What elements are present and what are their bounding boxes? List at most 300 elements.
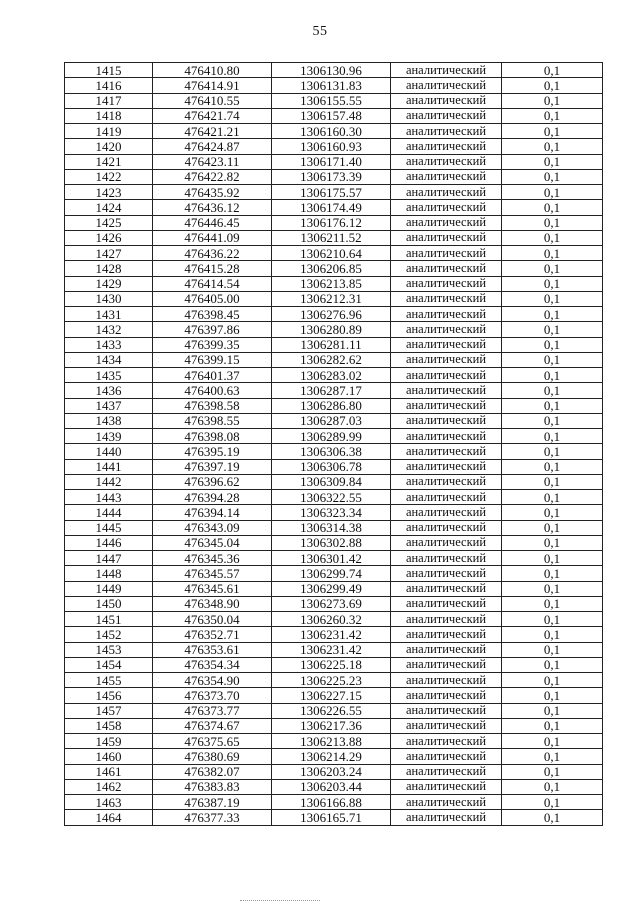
- x-coordinate-cell: 476345.36: [153, 551, 272, 566]
- x-coordinate-cell: 476375.65: [153, 734, 272, 749]
- point-number-cell: 1450: [65, 596, 153, 611]
- point-number-cell: 1415: [65, 63, 153, 78]
- x-coordinate-cell: 476397.86: [153, 322, 272, 337]
- coordinates-table-body: [65, 63, 603, 826]
- y-coordinate-cell: 1306289.99: [272, 429, 391, 444]
- y-coordinate-cell: 1306286.80: [272, 398, 391, 413]
- point-number-cell: 1455: [65, 673, 153, 688]
- point-number-cell: 1416: [65, 78, 153, 93]
- y-coordinate-cell: 1306260.32: [272, 612, 391, 627]
- y-coordinate-cell: 1306302.88: [272, 535, 391, 550]
- point-number-cell: 1463: [65, 795, 153, 810]
- y-coordinate-cell: 1306299.49: [272, 581, 391, 596]
- page-number: 55: [312, 24, 328, 39]
- x-coordinate-cell: 476414.91: [153, 78, 272, 93]
- accuracy-cell: 0,1: [502, 352, 603, 367]
- x-coordinate-cell: 476398.45: [153, 307, 272, 322]
- accuracy-cell: 0,1: [502, 734, 603, 749]
- table-row: [65, 352, 603, 367]
- accuracy-cell: 0,1: [502, 551, 603, 566]
- table-row: [65, 124, 603, 139]
- method-cell: аналитический: [391, 291, 502, 306]
- y-coordinate-cell: 1306227.15: [272, 688, 391, 703]
- method-cell: аналитический: [391, 246, 502, 261]
- accuracy-cell: 0,1: [502, 413, 603, 428]
- x-coordinate-cell: 476373.77: [153, 703, 272, 718]
- method-cell: аналитический: [391, 490, 502, 505]
- y-coordinate-cell: 1306130.96: [272, 63, 391, 78]
- x-coordinate-cell: 476348.90: [153, 596, 272, 611]
- table-row: [65, 779, 603, 794]
- table-row: [65, 612, 603, 627]
- table-row: [65, 596, 603, 611]
- x-coordinate-cell: 476380.69: [153, 749, 272, 764]
- x-coordinate-cell: 476421.74: [153, 108, 272, 123]
- point-number-cell: 1448: [65, 566, 153, 581]
- accuracy-cell: 0,1: [502, 154, 603, 169]
- y-coordinate-cell: 1306176.12: [272, 215, 391, 230]
- accuracy-cell: 0,1: [502, 261, 603, 276]
- x-coordinate-cell: 476350.04: [153, 612, 272, 627]
- accuracy-cell: 0,1: [502, 810, 603, 825]
- point-number-cell: 1438: [65, 413, 153, 428]
- table-row: [65, 291, 603, 306]
- x-coordinate-cell: 476396.62: [153, 474, 272, 489]
- y-coordinate-cell: 1306283.02: [272, 368, 391, 383]
- table-row: [65, 429, 603, 444]
- accuracy-cell: 0,1: [502, 505, 603, 520]
- x-coordinate-cell: 476421.21: [153, 124, 272, 139]
- method-cell: аналитический: [391, 642, 502, 657]
- table-row: [65, 154, 603, 169]
- point-number-cell: 1441: [65, 459, 153, 474]
- y-coordinate-cell: 1306214.29: [272, 749, 391, 764]
- method-cell: аналитический: [391, 307, 502, 322]
- point-number-cell: 1458: [65, 718, 153, 733]
- table-row: [65, 383, 603, 398]
- table-row: [65, 63, 603, 78]
- accuracy-cell: 0,1: [502, 108, 603, 123]
- point-number-cell: 1419: [65, 124, 153, 139]
- point-number-cell: 1430: [65, 291, 153, 306]
- method-cell: аналитический: [391, 337, 502, 352]
- point-number-cell: 1462: [65, 779, 153, 794]
- table-row: [65, 185, 603, 200]
- x-coordinate-cell: 476394.14: [153, 505, 272, 520]
- method-cell: аналитический: [391, 215, 502, 230]
- method-cell: аналитический: [391, 108, 502, 123]
- point-number-cell: 1420: [65, 139, 153, 154]
- method-cell: аналитический: [391, 352, 502, 367]
- y-coordinate-cell: 1306203.24: [272, 764, 391, 779]
- method-cell: аналитический: [391, 185, 502, 200]
- table-row: [65, 139, 603, 154]
- table-row: [65, 551, 603, 566]
- x-coordinate-cell: 476343.09: [153, 520, 272, 535]
- x-coordinate-cell: 476401.37: [153, 368, 272, 383]
- point-number-cell: 1440: [65, 444, 153, 459]
- y-coordinate-cell: 1306280.89: [272, 322, 391, 337]
- accuracy-cell: 0,1: [502, 703, 603, 718]
- accuracy-cell: 0,1: [502, 627, 603, 642]
- table-row: [65, 673, 603, 688]
- method-cell: аналитический: [391, 505, 502, 520]
- accuracy-cell: 0,1: [502, 124, 603, 139]
- y-coordinate-cell: 1306306.38: [272, 444, 391, 459]
- y-coordinate-cell: 1306175.57: [272, 185, 391, 200]
- table-row: [65, 78, 603, 93]
- method-cell: аналитический: [391, 612, 502, 627]
- table-row: [65, 444, 603, 459]
- accuracy-cell: 0,1: [502, 581, 603, 596]
- y-coordinate-cell: 1306157.48: [272, 108, 391, 123]
- y-coordinate-cell: 1306323.34: [272, 505, 391, 520]
- method-cell: аналитический: [391, 429, 502, 444]
- x-coordinate-cell: 476354.34: [153, 657, 272, 672]
- method-cell: аналитический: [391, 535, 502, 550]
- accuracy-cell: 0,1: [502, 474, 603, 489]
- point-number-cell: 1425: [65, 215, 153, 230]
- method-cell: аналитический: [391, 368, 502, 383]
- x-coordinate-cell: 476446.45: [153, 215, 272, 230]
- x-coordinate-cell: 476353.61: [153, 642, 272, 657]
- x-coordinate-cell: 476436.22: [153, 246, 272, 261]
- y-coordinate-cell: 1306309.84: [272, 474, 391, 489]
- point-number-cell: 1434: [65, 352, 153, 367]
- point-number-cell: 1435: [65, 368, 153, 383]
- x-coordinate-cell: 476441.09: [153, 230, 272, 245]
- point-number-cell: 1443: [65, 490, 153, 505]
- y-coordinate-cell: 1306210.64: [272, 246, 391, 261]
- y-coordinate-cell: 1306160.93: [272, 139, 391, 154]
- method-cell: аналитический: [391, 581, 502, 596]
- x-coordinate-cell: 476383.83: [153, 779, 272, 794]
- method-cell: аналитический: [391, 169, 502, 184]
- y-coordinate-cell: 1306287.17: [272, 383, 391, 398]
- table-row: [65, 230, 603, 245]
- point-number-cell: 1427: [65, 246, 153, 261]
- x-coordinate-cell: 476399.35: [153, 337, 272, 352]
- scan-edge-mark: [240, 900, 320, 902]
- point-number-cell: 1426: [65, 230, 153, 245]
- method-cell: аналитический: [391, 383, 502, 398]
- accuracy-cell: 0,1: [502, 63, 603, 78]
- accuracy-cell: 0,1: [502, 398, 603, 413]
- x-coordinate-cell: 476345.61: [153, 581, 272, 596]
- accuracy-cell: 0,1: [502, 459, 603, 474]
- table-row: [65, 566, 603, 581]
- point-number-cell: 1428: [65, 261, 153, 276]
- x-coordinate-cell: 476410.80: [153, 63, 272, 78]
- accuracy-cell: 0,1: [502, 185, 603, 200]
- point-number-cell: 1447: [65, 551, 153, 566]
- point-number-cell: 1461: [65, 764, 153, 779]
- table-row: [65, 108, 603, 123]
- accuracy-cell: 0,1: [502, 93, 603, 108]
- table-row: [65, 200, 603, 215]
- x-coordinate-cell: 476374.67: [153, 718, 272, 733]
- x-coordinate-cell: 476422.82: [153, 169, 272, 184]
- y-coordinate-cell: 1306173.39: [272, 169, 391, 184]
- method-cell: аналитический: [391, 230, 502, 245]
- x-coordinate-cell: 476410.55: [153, 93, 272, 108]
- y-coordinate-cell: 1306281.11: [272, 337, 391, 352]
- y-coordinate-cell: 1306213.85: [272, 276, 391, 291]
- y-coordinate-cell: 1306203.44: [272, 779, 391, 794]
- accuracy-cell: 0,1: [502, 307, 603, 322]
- coordinates-table: [64, 62, 603, 826]
- y-coordinate-cell: 1306231.42: [272, 642, 391, 657]
- table-row: [65, 535, 603, 550]
- point-number-cell: 1439: [65, 429, 153, 444]
- x-coordinate-cell: 476354.90: [153, 673, 272, 688]
- x-coordinate-cell: 476373.70: [153, 688, 272, 703]
- method-cell: аналитический: [391, 566, 502, 581]
- point-number-cell: 1432: [65, 322, 153, 337]
- point-number-cell: 1453: [65, 642, 153, 657]
- point-number-cell: 1436: [65, 383, 153, 398]
- table-row: [65, 581, 603, 596]
- y-coordinate-cell: 1306171.40: [272, 154, 391, 169]
- method-cell: аналитический: [391, 63, 502, 78]
- x-coordinate-cell: 476415.28: [153, 261, 272, 276]
- accuracy-cell: 0,1: [502, 795, 603, 810]
- method-cell: аналитический: [391, 93, 502, 108]
- x-coordinate-cell: 476436.12: [153, 200, 272, 215]
- table-row: [65, 169, 603, 184]
- method-cell: аналитический: [391, 718, 502, 733]
- point-number-cell: 1452: [65, 627, 153, 642]
- method-cell: аналитический: [391, 139, 502, 154]
- method-cell: аналитический: [391, 657, 502, 672]
- y-coordinate-cell: 1306213.88: [272, 734, 391, 749]
- accuracy-cell: 0,1: [502, 368, 603, 383]
- accuracy-cell: 0,1: [502, 535, 603, 550]
- x-coordinate-cell: 476400.63: [153, 383, 272, 398]
- method-cell: аналитический: [391, 734, 502, 749]
- y-coordinate-cell: 1306299.74: [272, 566, 391, 581]
- method-cell: аналитический: [391, 795, 502, 810]
- y-coordinate-cell: 1306217.36: [272, 718, 391, 733]
- point-number-cell: 1442: [65, 474, 153, 489]
- accuracy-cell: 0,1: [502, 169, 603, 184]
- point-number-cell: 1429: [65, 276, 153, 291]
- point-number-cell: 1446: [65, 535, 153, 550]
- accuracy-cell: 0,1: [502, 520, 603, 535]
- method-cell: аналитический: [391, 78, 502, 93]
- accuracy-cell: 0,1: [502, 337, 603, 352]
- table-row: [65, 795, 603, 810]
- accuracy-cell: 0,1: [502, 718, 603, 733]
- table-row: [65, 688, 603, 703]
- method-cell: аналитический: [391, 124, 502, 139]
- accuracy-cell: 0,1: [502, 749, 603, 764]
- y-coordinate-cell: 1306131.83: [272, 78, 391, 93]
- accuracy-cell: 0,1: [502, 276, 603, 291]
- y-coordinate-cell: 1306322.55: [272, 490, 391, 505]
- method-cell: аналитический: [391, 688, 502, 703]
- table-row: [65, 474, 603, 489]
- point-number-cell: 1454: [65, 657, 153, 672]
- y-coordinate-cell: 1306165.71: [272, 810, 391, 825]
- table-row: [65, 307, 603, 322]
- method-cell: аналитический: [391, 703, 502, 718]
- method-cell: аналитический: [391, 810, 502, 825]
- table-row: [65, 749, 603, 764]
- x-coordinate-cell: 476394.28: [153, 490, 272, 505]
- y-coordinate-cell: 1306287.03: [272, 413, 391, 428]
- accuracy-cell: 0,1: [502, 490, 603, 505]
- x-coordinate-cell: 476382.07: [153, 764, 272, 779]
- y-coordinate-cell: 1306225.18: [272, 657, 391, 672]
- point-number-cell: 1421: [65, 154, 153, 169]
- method-cell: аналитический: [391, 764, 502, 779]
- table-row: [65, 459, 603, 474]
- x-coordinate-cell: 476424.87: [153, 139, 272, 154]
- x-coordinate-cell: 476398.58: [153, 398, 272, 413]
- method-cell: аналитический: [391, 444, 502, 459]
- y-coordinate-cell: 1306231.42: [272, 627, 391, 642]
- y-coordinate-cell: 1306166.88: [272, 795, 391, 810]
- x-coordinate-cell: 476414.54: [153, 276, 272, 291]
- point-number-cell: 1418: [65, 108, 153, 123]
- method-cell: аналитический: [391, 627, 502, 642]
- table-row: [65, 215, 603, 230]
- point-number-cell: 1437: [65, 398, 153, 413]
- point-number-cell: 1417: [65, 93, 153, 108]
- table-row: [65, 398, 603, 413]
- y-coordinate-cell: 1306276.96: [272, 307, 391, 322]
- table-row: [65, 810, 603, 825]
- point-number-cell: 1456: [65, 688, 153, 703]
- accuracy-cell: 0,1: [502, 429, 603, 444]
- x-coordinate-cell: 476435.92: [153, 185, 272, 200]
- y-coordinate-cell: 1306174.49: [272, 200, 391, 215]
- accuracy-cell: 0,1: [502, 139, 603, 154]
- method-cell: аналитический: [391, 398, 502, 413]
- accuracy-cell: 0,1: [502, 230, 603, 245]
- point-number-cell: 1444: [65, 505, 153, 520]
- y-coordinate-cell: 1306225.23: [272, 673, 391, 688]
- method-cell: аналитический: [391, 474, 502, 489]
- x-coordinate-cell: 476398.55: [153, 413, 272, 428]
- accuracy-cell: 0,1: [502, 673, 603, 688]
- table-row: [65, 627, 603, 642]
- table-row: [65, 520, 603, 535]
- table-row: [65, 322, 603, 337]
- y-coordinate-cell: 1306206.85: [272, 261, 391, 276]
- method-cell: аналитический: [391, 779, 502, 794]
- method-cell: аналитический: [391, 154, 502, 169]
- accuracy-cell: 0,1: [502, 657, 603, 672]
- x-coordinate-cell: 476398.08: [153, 429, 272, 444]
- x-coordinate-cell: 476405.00: [153, 291, 272, 306]
- y-coordinate-cell: 1306314.38: [272, 520, 391, 535]
- table-row: [65, 490, 603, 505]
- table-row: [65, 657, 603, 672]
- x-coordinate-cell: 476399.15: [153, 352, 272, 367]
- x-coordinate-cell: 476352.71: [153, 627, 272, 642]
- point-number-cell: 1459: [65, 734, 153, 749]
- accuracy-cell: 0,1: [502, 642, 603, 657]
- accuracy-cell: 0,1: [502, 688, 603, 703]
- method-cell: аналитический: [391, 261, 502, 276]
- method-cell: аналитический: [391, 673, 502, 688]
- point-number-cell: 1445: [65, 520, 153, 535]
- point-number-cell: 1451: [65, 612, 153, 627]
- point-number-cell: 1460: [65, 749, 153, 764]
- y-coordinate-cell: 1306273.69: [272, 596, 391, 611]
- point-number-cell: 1457: [65, 703, 153, 718]
- method-cell: аналитический: [391, 413, 502, 428]
- y-coordinate-cell: 1306306.78: [272, 459, 391, 474]
- accuracy-cell: 0,1: [502, 596, 603, 611]
- point-number-cell: 1431: [65, 307, 153, 322]
- accuracy-cell: 0,1: [502, 612, 603, 627]
- x-coordinate-cell: 476397.19: [153, 459, 272, 474]
- point-number-cell: 1422: [65, 169, 153, 184]
- y-coordinate-cell: 1306212.31: [272, 291, 391, 306]
- accuracy-cell: 0,1: [502, 200, 603, 215]
- accuracy-cell: 0,1: [502, 78, 603, 93]
- method-cell: аналитический: [391, 459, 502, 474]
- y-coordinate-cell: 1306301.42: [272, 551, 391, 566]
- y-coordinate-cell: 1306211.52: [272, 230, 391, 245]
- table-row: [65, 368, 603, 383]
- method-cell: аналитический: [391, 551, 502, 566]
- table-row: [65, 246, 603, 261]
- accuracy-cell: 0,1: [502, 322, 603, 337]
- table-row: [65, 764, 603, 779]
- accuracy-cell: 0,1: [502, 764, 603, 779]
- method-cell: аналитический: [391, 520, 502, 535]
- table-row: [65, 718, 603, 733]
- table-row: [65, 413, 603, 428]
- accuracy-cell: 0,1: [502, 215, 603, 230]
- method-cell: аналитический: [391, 596, 502, 611]
- point-number-cell: 1423: [65, 185, 153, 200]
- point-number-cell: 1449: [65, 581, 153, 596]
- table-row: [65, 337, 603, 352]
- table-row: [65, 276, 603, 291]
- method-cell: аналитический: [391, 276, 502, 291]
- table-row: [65, 93, 603, 108]
- accuracy-cell: 0,1: [502, 246, 603, 261]
- accuracy-cell: 0,1: [502, 444, 603, 459]
- accuracy-cell: 0,1: [502, 566, 603, 581]
- accuracy-cell: 0,1: [502, 291, 603, 306]
- point-number-cell: 1424: [65, 200, 153, 215]
- x-coordinate-cell: 476345.57: [153, 566, 272, 581]
- x-coordinate-cell: 476345.04: [153, 535, 272, 550]
- method-cell: аналитический: [391, 200, 502, 215]
- accuracy-cell: 0,1: [502, 383, 603, 398]
- y-coordinate-cell: 1306282.62: [272, 352, 391, 367]
- table-row: [65, 734, 603, 749]
- table-row: [65, 703, 603, 718]
- x-coordinate-cell: 476387.19: [153, 795, 272, 810]
- x-coordinate-cell: 476423.11: [153, 154, 272, 169]
- table-row: [65, 261, 603, 276]
- accuracy-cell: 0,1: [502, 779, 603, 794]
- method-cell: аналитический: [391, 322, 502, 337]
- method-cell: аналитический: [391, 749, 502, 764]
- x-coordinate-cell: 476395.19: [153, 444, 272, 459]
- point-number-cell: 1433: [65, 337, 153, 352]
- table-row: [65, 505, 603, 520]
- y-coordinate-cell: 1306155.55: [272, 93, 391, 108]
- table-row: [65, 642, 603, 657]
